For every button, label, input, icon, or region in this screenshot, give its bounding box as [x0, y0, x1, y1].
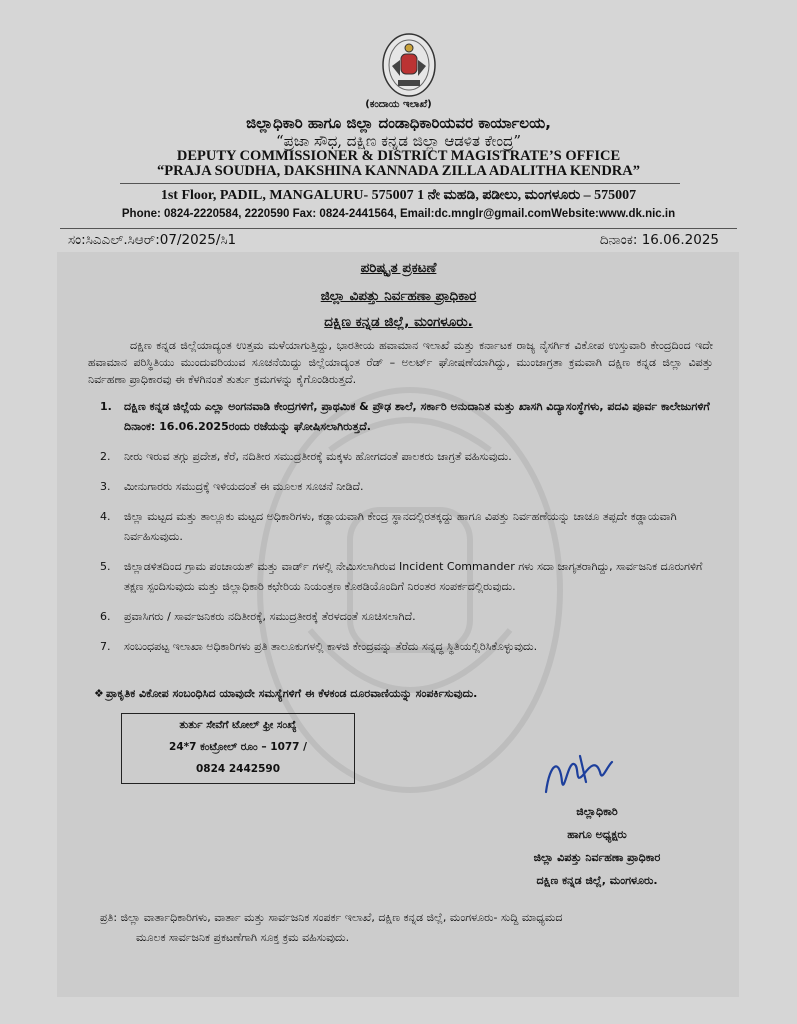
list-item-number: 4. — [100, 510, 111, 523]
list-item-number: 7. — [100, 640, 111, 653]
helpline-box — [121, 713, 355, 784]
list-item-number: 6. — [100, 610, 111, 623]
contact-note — [94, 687, 478, 701]
list-item-text: ಪ್ರವಾಸಿಗರು / ಸಾರ್ವಜನಿಕರು ನದಿತೀರಕ್ಕೆ, ಸಮುದ್ರತೀರಕ್ಕೆ ತೆರಳದಂತೆ ಸೂಚಿಸಲಾಗಿದೆ. — [124, 610, 416, 623]
list-item — [94, 477, 719, 497]
measures-list — [94, 397, 719, 667]
office-name-english: DEPUTY COMMISSIONER & DISTRICT MAGISTRATE’S OFFICE — [176, 148, 621, 164]
list-item-text: ಜಿಲ್ಲಾ ಮಟ್ಟದ ಮತ್ತು ತಾಲ್ಲೂಕು ಮಟ್ಟದ ಅಧಿಕಾರಿಗಳು, ಕಡ್ಡಾಯವಾಗಿ ಕೇಂದ್ರ ಸ್ಥಾನದಲ್ಲಿರತಕ್ಕದ್ದು ಹಾಗೂ ವಿಪತ್ತು ನಿರ್ವಹಣೆಯನ್ನು ಚಾಚೂ ತಪ್ಪದೇ ಕಡ್ಡಾಯವಾಗಿ ನಿರ್ವಹಿಸುವುದು. — [124, 510, 677, 543]
list-item-number: 1. — [100, 400, 112, 413]
list-item-number: 3. — [100, 480, 111, 493]
building-name-english: “PRAJA SOUDHA, DAKSHINA KANNADA ZILLA ADALITHA KENDRA” — [156, 163, 640, 179]
copy-to-line: ಮೂಲಕ ಸಾರ್ವಜನಿಕ ಪ್ರಕಟಣೆಗಾಗಿ ಸೂಕ್ತ ಕ್ರಮ ವಹಿಸುವುದು. — [136, 931, 350, 944]
helpline-control-room: 24*7 ಕಂಟ್ರೋಲ್ ರೂಂ – 1077 / — [169, 741, 307, 753]
reference-number: ಸಂ:ಸಿಎಎಲ್.ಸಿಆರ್:07/2025/ಸಿ1 — [68, 232, 237, 248]
list-item-text: ಮೀನುಗಾರರು ಸಮುದ್ರಕ್ಕೆ ಇಳಿಯದಂತೆ ಈ ಮೂಲಕ ಸೂಚನೆ ನೀಡಿದೆ. — [124, 480, 364, 493]
intro-paragraph: ದಕ್ಷಿಣ ಕನ್ನಡ ಜಿಲ್ಲೆಯಾದ್ಯಂತ ಉತ್ತಮ ಮಳೆಯಾಗುತ್ತಿದ್ದು, ಭಾರತೀಯ ಹವಾಮಾನ ಇಲಾಖೆ ಮತ್ತು ಕರ್ನಾಟಕ ರಾಜ್ಯ ನೈಸರ್ಗಿಕ ವಿಕೋಪ ಉಸ್ತುವಾರಿ ಕೇಂದ್ರದಿಂದ ಇದೇ ಹವಾಮಾನ ಪರಿಸ್ಥಿತಿಯು ಮುಂದುವರಿಯುವ ಸೂಚನೆಯಿದ್ದು ಜಿಲ್ಲೆಯಾದ್ಯಂತ ರೆಡ್ – ಅಲರ್ಟ್ ಘೋಷಣೆಯಾಗಿದ್ದು, ಮುಂಜಾಗ್ರತಾ ಕ್ರಮವಾಗಿ ದಕ್ಷಿಣ ಕನ್ನಡ ಜಿಲ್ಲಾ ವಿಪತ್ತು ನಿರ್ವಹಣಾ ಪ್ರಾಧಿಕಾರವು ಈ ಕೆಳಗಿನಂತೆ ತುರ್ತು ಕ್ರಮಗಳನ್ನು ಕೈಗೊಂಡಿರುತ್ತದೆ. — [88, 339, 713, 386]
list-item-text: ನೀರು ಇರುವ ತಗ್ಗು ಪ್ರದೇಶ, ಕೆರೆ, ನದಿತೀರ ಸಮುದ್ರತೀರಕ್ಕೆ ಮಕ್ಕಳು ಹೋಗದಂತೆ ಪಾಲಕರು ಜಾಗ್ರತೆ ವಹಿಸುವುದು. — [124, 450, 512, 463]
diamond-bullet-icon: ❖ — [94, 687, 104, 700]
list-item — [94, 447, 719, 467]
list-item-number: 5. — [100, 560, 111, 573]
list-item-text: ದಕ್ಷಿಣ ಕನ್ನಡ ಜಿಲ್ಲೆಯ ಎಲ್ಲಾ ಅಂಗನವಾಡಿ ಕೇಂದ್ರಗಳಿಗೆ, ಪ್ರಾಥಮಿಕ & ಪ್ರೌಢ ಶಾಲೆ, ಸರ್ಕಾರಿ ಅನುದಾನಿತ ಮತ್ತು ಖಾಸಗಿ ವಿದ್ಯಾಸಂಸ್ಥೆಗಳು, ಪದವಿ ಪೂರ್ವ ಕಾಲೇಜುಗಳಿಗೆ ದಿನಾಂಕ: 16.06.2025ರಂದು ರಜೆಯನ್ನು ಘೋಷಿಸಲಾಗಿರುತ್ತದೆ. — [124, 400, 710, 433]
list-item — [94, 637, 719, 657]
helpline-title: ತುರ್ತು ಸೇವೆಗೆ ಟೋಲ್ ಫ್ರೀ ಸಂಖ್ಯೆ — [179, 719, 297, 731]
signature-icon — [540, 752, 620, 800]
list-item-text: ಸಂಬಂಧಪಟ್ಟ ಇಲಾಖಾ ಅಧಿಕಾರಿಗಳು ಪ್ರತಿ ತಾಲೂಕುಗಳಲ್ಲಿ ಕಾಳಜಿ ಕೇಂದ್ರವನ್ನು ತೆರೆದು ಸನ್ನದ್ಧ ಸ್ಥಿತಿಯಲ್ಲಿರಿಸಿಕೊಳ್ಳುವುದು. — [124, 640, 538, 653]
list-item-text: ಜಿಲ್ಲಾಡಳಿತದಿಂದ ಗ್ರಾಮ ಪಂಚಾಯತ್ ಮತ್ತು ವಾರ್ಡ್ ಗಳಲ್ಲಿ ನೇಮಿಸಲಾಗಿರುವ Incident Commander ಗಳು ಸದಾ ಜಾಗೃತರಾಗಿದ್ದು, ಸಾರ್ವಜನಿಕ ದೂರುಗಳಿಗೆ ತಕ್ಷಣ ಸ್ಪಂದಿಸುವುದು ಮತ್ತು ಜಿಲ್ಲಾಧಿಕಾರಿ ಕಛೇರಿಯ ನಿಯಂತ್ರಣ ಕೊಠಡಿಯೊಂದಿಗೆ ನಿರಂತರ ಸಂಪರ್ಕದಲ್ಲಿರುವುದು. — [124, 560, 703, 593]
copy-to-block — [100, 908, 715, 948]
office-name-kannada: ಜಿಲ್ಲಾಧಿಕಾರಿ ಹಾಗೂ ಜಿಲ್ಲಾ ದಂಡಾಧಿಕಾರಿಯವರ ಕಾರ್ಯಾಲಯ, — [246, 114, 551, 132]
notice-date: ದಿನಾಂಕ: 16.06.2025 — [599, 232, 719, 248]
contact-note-text: ಪ್ರಾಕೃತಿಕ ವಿಕೋಪ ಸಂಬಂಧಿಸಿದ ಯಾವುದೇ ಸಮಸ್ಯೆಗಳಿಗೆ ಈ ಕೆಳಕಂಡ ದೂರವಾಣಿಯನ್ನು ಸಂಪರ್ಕಿಸುವುದು. — [106, 687, 478, 700]
emblem-caption: (ಕಂದಾಯ ಇಲಾಖೆ) — [365, 99, 432, 110]
list-item — [94, 507, 719, 547]
authority-title: ಜಿಲ್ಲಾ ವಿಪತ್ತು ನಿರ್ವಹಣಾ ಪ್ರಾಧಿಕಾರ — [320, 288, 477, 304]
signatory-authority: ಜಿಲ್ಲಾ ವಿಪತ್ತು ನಿರ್ವಹಣಾ ಪ್ರಾಧಿಕಾರ — [533, 851, 661, 864]
copy-to-line: ಪ್ರತಿ: ಜಿಲ್ಲಾ ವಾರ್ತಾಧಿಕಾರಿಗಳು, ವಾರ್ತಾ ಮತ್ತು ಸಾರ್ವಜನಿಕ ಸಂಪರ್ಕ ಇಲಾಖೆ, ದಕ್ಷಿಣ ಕನ್ನಡ ಜಿಲ್ಲೆ, ಮಂಗಳೂರು- ಸುದ್ದಿ ಮಾಧ್ಯಮದ — [100, 911, 563, 924]
signatory-role: ಹಾಗೂ ಅಧ್ಯಕ್ಷರು — [567, 828, 627, 841]
karnataka-emblem-icon — [380, 30, 438, 100]
list-item — [94, 607, 719, 627]
office-address: 1st Floor, PADIL, MANGALURU- 575007 1 ನೇ ಮಹಡಿ, ಪಡೀಲು, ಮಂಗಳೂರು – 575007 — [160, 188, 637, 203]
signatory-district: ದಕ್ಷಿಣ ಕನ್ನಡ ಜಿಲ್ಲೆ, ಮಂಗಳೂರು. — [536, 874, 658, 887]
header-divider — [120, 183, 680, 184]
list-item — [94, 557, 719, 597]
district-title: ದಕ್ಷಿಣ ಕನ್ನಡ ಜಿಲ್ಲೆ, ಮಂಗಳೂರು. — [324, 314, 473, 330]
list-item — [94, 397, 719, 437]
signatory-title: ಜಿಲ್ಲಾಧಿಕಾರಿ — [576, 805, 618, 818]
building-name-kannada: “ಪ್ರಜಾ ಸೌಧ, ದಕ್ಷಿಣ ಕನ್ನಡ ಜಿಲ್ಲಾ ಆಡಳಿತ ಕೇಂದ್ರ” — [275, 132, 522, 150]
notice-title: ಪರಿಷ್ಕೃತ ಪ್ರಕಟಣೆ — [360, 260, 437, 276]
signatory-block — [497, 800, 697, 892]
list-item-number: 2. — [100, 450, 111, 463]
office-contact: Phone: 0824-2220584, 2220590 Fax: 0824-2441564, Email:dc.mnglr@gmail.comWebsite:www.dk.nic.in — [121, 208, 676, 220]
contact-divider — [60, 228, 737, 229]
helpline-number: 0824 2442590 — [195, 763, 281, 775]
